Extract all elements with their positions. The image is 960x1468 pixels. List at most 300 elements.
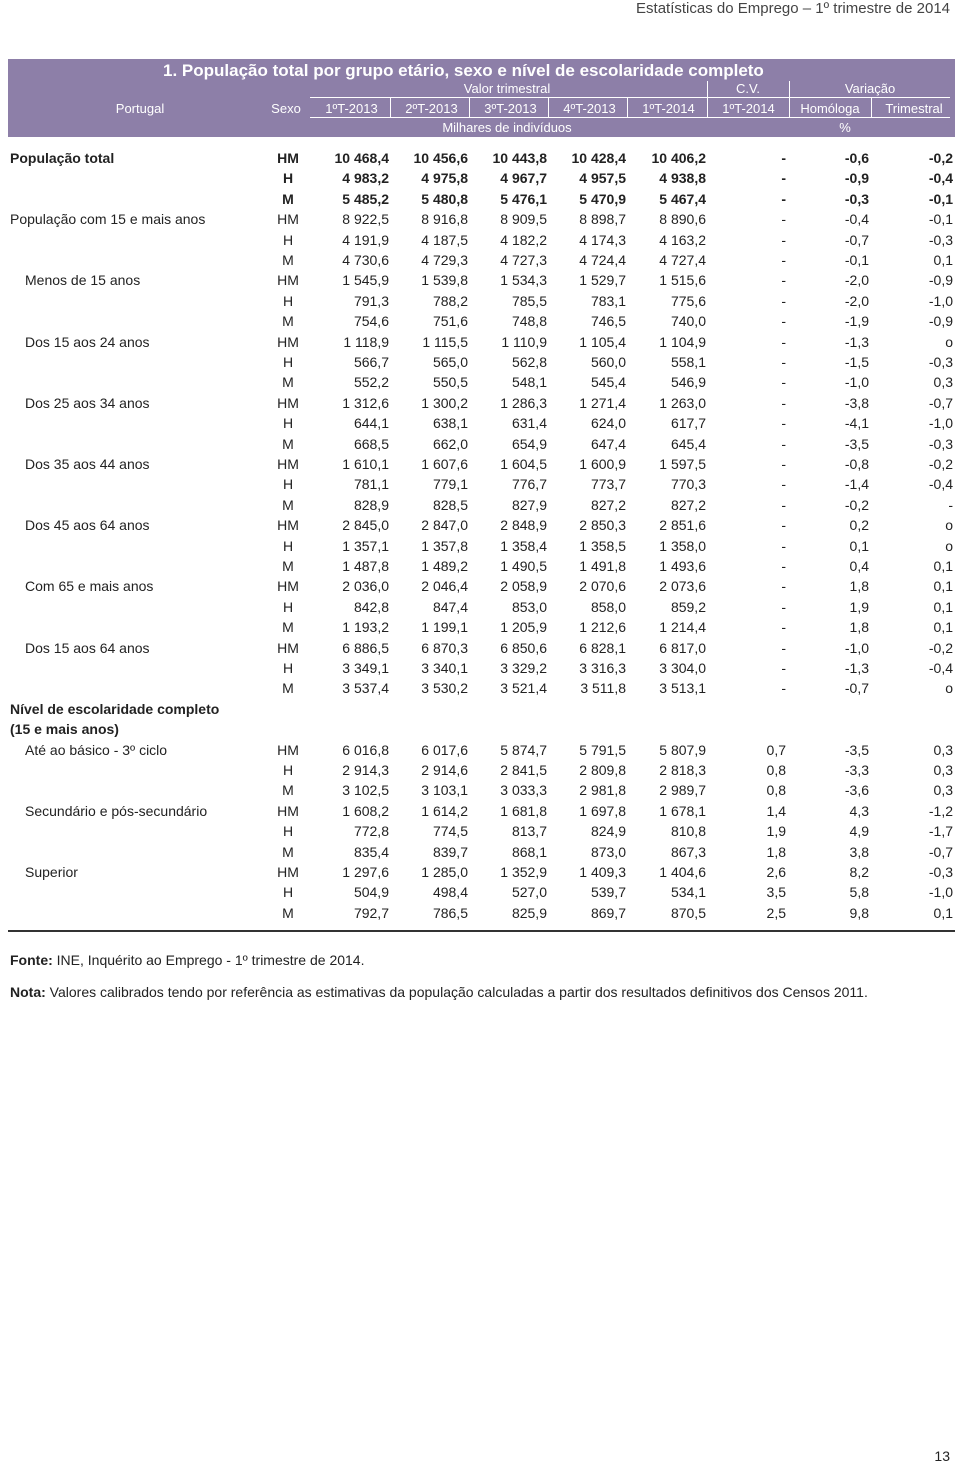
value-cell: 2 989,7 bbox=[659, 782, 706, 799]
value-cell: 5 485,2 bbox=[342, 190, 389, 207]
cv-cell: - bbox=[781, 292, 786, 309]
value-cell: 779,1 bbox=[432, 476, 468, 493]
cv-cell: - bbox=[781, 313, 786, 330]
value-cell: 1 357,1 bbox=[342, 537, 389, 554]
cv-cell: 2,5 bbox=[766, 904, 786, 921]
table-row bbox=[0, 556, 960, 576]
sex-cell: H bbox=[282, 476, 294, 493]
cv-cell: 1,8 bbox=[766, 843, 786, 860]
value-cell: 3 329,2 bbox=[500, 660, 547, 676]
row-label: Menos de 15 anos bbox=[25, 272, 141, 289]
homologa-cell: -1,9 bbox=[844, 313, 869, 330]
value-cell: 4 182,2 bbox=[500, 231, 547, 248]
cv-cell: - bbox=[781, 496, 786, 513]
value-cell: 6 016,8 bbox=[342, 741, 389, 758]
sex-cell: HM bbox=[277, 333, 299, 350]
trimestral-cell: 0,3 bbox=[933, 762, 953, 778]
value-cell: 873,0 bbox=[590, 843, 626, 860]
value-cell: 3 103,1 bbox=[421, 782, 468, 799]
value-cell: 5 791,5 bbox=[579, 741, 626, 758]
table-row bbox=[0, 291, 960, 311]
value-cell: 1 193,2 bbox=[342, 619, 389, 636]
value-cell: 869,7 bbox=[590, 904, 626, 921]
trimestral-cell: o bbox=[945, 517, 953, 534]
trimestral-cell: 0,3 bbox=[933, 741, 953, 758]
value-cell: 3 537,4 bbox=[342, 680, 389, 697]
trimestral-cell: -1,2 bbox=[928, 802, 953, 819]
trimestral-cell: -0,3 bbox=[928, 864, 953, 880]
value-cell: 546,9 bbox=[670, 374, 706, 391]
header-sexo: Sexo bbox=[271, 101, 301, 116]
cv-cell: - bbox=[781, 537, 786, 554]
value-cell: 10 456,6 bbox=[413, 150, 468, 166]
cv-cell: - bbox=[781, 354, 786, 370]
trimestral-cell: -0,9 bbox=[928, 313, 953, 330]
footnote-text: Valores calibrados tendo por referência as estimativas da população calculadas a partir dos resultados definitivos dos Censos 2011. bbox=[45, 984, 868, 1000]
value-cell: 5 476,1 bbox=[500, 190, 547, 207]
value-cell: 1 597,5 bbox=[659, 456, 706, 472]
value-cell: 746,5 bbox=[590, 313, 626, 330]
value-cell: 810,8 bbox=[670, 823, 706, 840]
value-cell: 3 349,1 bbox=[342, 660, 389, 676]
value-cell: 867,3 bbox=[670, 843, 706, 860]
header-divider bbox=[548, 97, 549, 117]
homologa-cell: -0,6 bbox=[844, 150, 869, 166]
homologa-cell: -3,5 bbox=[844, 435, 869, 452]
header-divider bbox=[469, 97, 470, 117]
homologa-cell: 9,8 bbox=[849, 904, 869, 921]
value-cell: 4 729,3 bbox=[421, 252, 468, 268]
table-row bbox=[0, 862, 960, 882]
trimestral-cell: -0,3 bbox=[928, 231, 953, 248]
homologa-cell: -0,9 bbox=[844, 170, 869, 187]
header-cv: C.V. bbox=[735, 81, 761, 96]
value-cell: 6 850,6 bbox=[500, 639, 547, 656]
value-cell: 2 845,0 bbox=[342, 517, 389, 534]
value-cell: 775,6 bbox=[670, 292, 706, 309]
value-cell: 1 493,6 bbox=[659, 558, 706, 574]
value-cell: 1 212,6 bbox=[579, 619, 626, 636]
homologa-cell: -3,6 bbox=[844, 782, 869, 799]
table-row bbox=[0, 250, 960, 270]
value-cell: 770,3 bbox=[670, 476, 706, 493]
cv-cell: - bbox=[781, 517, 786, 534]
value-cell: 644,1 bbox=[353, 415, 389, 432]
cv-cell: - bbox=[781, 394, 786, 411]
value-cell: 1 678,1 bbox=[659, 802, 706, 819]
homologa-cell: 0,2 bbox=[849, 517, 869, 534]
trimestral-cell: 0,1 bbox=[933, 904, 953, 921]
sex-cell: HM bbox=[277, 578, 299, 595]
value-cell: 1 105,4 bbox=[579, 333, 626, 350]
sex-cell: H bbox=[282, 354, 294, 370]
sex-cell: M bbox=[282, 558, 294, 574]
value-cell: 668,5 bbox=[353, 435, 389, 452]
value-cell: 1 286,3 bbox=[500, 394, 547, 411]
section-sublabel: (15 e mais anos) bbox=[10, 721, 119, 738]
value-cell: 6 828,1 bbox=[579, 639, 626, 656]
table-row bbox=[0, 821, 960, 841]
sex-cell: H bbox=[282, 660, 294, 676]
value-cell: 1 199,1 bbox=[421, 619, 468, 636]
value-cell: 565,0 bbox=[432, 354, 468, 370]
sex-cell: H bbox=[282, 762, 294, 778]
homologa-cell: 1,8 bbox=[849, 619, 869, 636]
trimestral-cell: -0,3 bbox=[928, 354, 953, 370]
cv-cell: - bbox=[781, 476, 786, 493]
footnote bbox=[10, 984, 868, 1000]
value-cell: 1 545,9 bbox=[342, 272, 389, 289]
value-cell: 1 529,7 bbox=[579, 272, 626, 289]
homologa-cell: -1,0 bbox=[844, 639, 869, 656]
cv-cell: - bbox=[781, 252, 786, 268]
homologa-cell: -3,3 bbox=[844, 762, 869, 778]
value-cell: 4 730,6 bbox=[342, 252, 389, 268]
value-cell: 1 110,9 bbox=[501, 333, 547, 350]
value-cell: 1 404,6 bbox=[659, 864, 706, 880]
value-cell: 1 515,6 bbox=[659, 272, 706, 289]
value-cell: 1 352,9 bbox=[500, 864, 547, 880]
value-cell: 2 046,4 bbox=[421, 578, 468, 595]
value-cell: 1 491,8 bbox=[579, 558, 626, 574]
value-cell: 5 874,7 bbox=[500, 741, 547, 758]
sex-cell: M bbox=[282, 435, 294, 452]
value-cell: 785,5 bbox=[511, 292, 547, 309]
value-cell: 1 271,4 bbox=[579, 394, 626, 411]
value-cell: 1 608,2 bbox=[342, 802, 389, 819]
table-row bbox=[0, 903, 960, 923]
sex-cell: M bbox=[282, 904, 294, 921]
value-cell: 5 807,9 bbox=[659, 741, 706, 758]
header-divider bbox=[789, 81, 790, 117]
value-cell: 827,2 bbox=[670, 496, 706, 513]
value-cell: 4 975,8 bbox=[421, 170, 468, 187]
value-cell: 5 480,8 bbox=[421, 190, 468, 207]
trimestral-cell: - bbox=[948, 496, 953, 513]
value-cell: 754,6 bbox=[353, 313, 389, 330]
table-row bbox=[0, 209, 960, 229]
table-title: 1. População total por grupo etário, sexo e nível de escolaridade completo bbox=[163, 61, 764, 80]
homologa-cell: -0,2 bbox=[844, 496, 869, 513]
value-cell: 3 513,1 bbox=[659, 680, 706, 697]
row-label: Até ao básico - 3º ciclo bbox=[25, 741, 168, 758]
value-cell: 870,5 bbox=[670, 904, 706, 921]
value-cell: 6 870,3 bbox=[421, 639, 468, 656]
sex-cell: H bbox=[282, 598, 294, 615]
header-trimestral: Trimestral bbox=[885, 101, 943, 116]
value-cell: 4 163,2 bbox=[659, 231, 706, 248]
row-label: Secundário e pós-secundário bbox=[25, 802, 208, 819]
trimestral-cell: 0,3 bbox=[933, 374, 953, 391]
table-row bbox=[0, 434, 960, 454]
value-cell: 788,2 bbox=[432, 292, 468, 309]
value-cell: 8 909,5 bbox=[500, 211, 547, 228]
header-period-5: 1ºT-2014 bbox=[642, 101, 695, 116]
value-cell: 617,7 bbox=[670, 415, 706, 432]
homologa-cell: -0,7 bbox=[844, 231, 869, 248]
trimestral-cell: -0,4 bbox=[928, 476, 953, 493]
value-cell: 827,2 bbox=[590, 496, 626, 513]
value-cell: 827,9 bbox=[511, 496, 547, 513]
value-cell: 773,7 bbox=[590, 476, 626, 493]
sex-cell: HM bbox=[277, 456, 299, 472]
trimestral-cell: 0,1 bbox=[933, 578, 953, 595]
value-cell: 2 914,3 bbox=[342, 762, 389, 778]
cv-cell: 0,8 bbox=[766, 782, 786, 799]
homologa-cell: -4,1 bbox=[844, 415, 869, 432]
value-cell: 3 033,3 bbox=[500, 782, 547, 799]
value-cell: 2 848,9 bbox=[500, 517, 547, 534]
trimestral-cell: 0,1 bbox=[933, 252, 953, 268]
homologa-cell: 4,3 bbox=[849, 802, 869, 819]
value-cell: 562,8 bbox=[511, 354, 547, 370]
homologa-cell: 8,2 bbox=[849, 864, 869, 880]
table-row bbox=[0, 270, 960, 290]
cv-cell: - bbox=[781, 680, 786, 697]
table-row bbox=[0, 801, 960, 821]
table-bottom-rule bbox=[8, 930, 955, 932]
homologa-cell: -0,3 bbox=[844, 190, 869, 207]
value-cell: 740,0 bbox=[670, 313, 706, 330]
sex-cell: H bbox=[282, 823, 294, 840]
value-cell: 3 521,4 bbox=[500, 680, 547, 697]
value-cell: 1 409,3 bbox=[579, 864, 626, 880]
row-label: População total bbox=[10, 150, 115, 166]
value-cell: 545,4 bbox=[590, 374, 626, 391]
value-cell: 2 070,6 bbox=[579, 578, 626, 595]
homologa-cell: 1,8 bbox=[849, 578, 869, 595]
cv-cell: - bbox=[781, 415, 786, 432]
table-row bbox=[0, 597, 960, 617]
cv-cell: 1,4 bbox=[766, 802, 786, 819]
value-cell: 4 187,5 bbox=[421, 231, 468, 248]
value-cell: 4 727,4 bbox=[659, 252, 706, 268]
value-cell: 791,3 bbox=[353, 292, 389, 309]
header-homologa: Homóloga bbox=[800, 101, 860, 116]
value-cell: 5 467,4 bbox=[659, 190, 706, 207]
value-cell: 6 017,6 bbox=[421, 741, 468, 758]
value-cell: 645,4 bbox=[670, 435, 706, 452]
value-cell: 3 102,5 bbox=[342, 782, 389, 799]
homologa-cell: -1,3 bbox=[844, 660, 869, 676]
cv-cell: - bbox=[781, 150, 786, 166]
cv-cell: - bbox=[781, 456, 786, 472]
value-cell: 647,4 bbox=[590, 435, 626, 452]
cv-cell: 0,8 bbox=[766, 762, 786, 778]
cv-cell: - bbox=[781, 598, 786, 615]
value-cell: 8 916,8 bbox=[421, 211, 468, 228]
cv-cell: - bbox=[781, 435, 786, 452]
trimestral-cell: 0,1 bbox=[933, 619, 953, 636]
cv-cell: 2,6 bbox=[766, 864, 786, 880]
value-cell: 4 983,2 bbox=[342, 170, 389, 187]
trimestral-cell: 0,1 bbox=[933, 598, 953, 615]
cv-cell: - bbox=[781, 619, 786, 636]
header-variacao: Variação bbox=[844, 81, 896, 96]
section-label: Nível de escolaridade completo bbox=[10, 700, 220, 717]
value-cell: 1 297,6 bbox=[342, 864, 389, 880]
sex-cell: HM bbox=[277, 272, 299, 289]
sex-cell: HM bbox=[277, 639, 299, 656]
source-note bbox=[10, 952, 364, 968]
value-cell: 1 489,2 bbox=[421, 558, 468, 574]
trimestral-cell: -0,2 bbox=[928, 456, 953, 472]
homologa-cell: -0,7 bbox=[844, 680, 869, 697]
cv-cell: - bbox=[781, 558, 786, 574]
value-cell: 2 058,9 bbox=[500, 578, 547, 595]
homologa-cell: -1,4 bbox=[844, 476, 869, 493]
homologa-cell: 4,9 bbox=[849, 823, 869, 840]
trimestral-cell: 0,1 bbox=[933, 558, 953, 574]
sex-cell: M bbox=[282, 619, 294, 636]
trimestral-cell: o bbox=[945, 537, 953, 554]
table-row bbox=[0, 332, 960, 352]
value-cell: 842,8 bbox=[353, 598, 389, 615]
sex-cell: H bbox=[282, 292, 294, 309]
table-row bbox=[0, 372, 960, 392]
sex-cell: H bbox=[282, 884, 294, 901]
table-row bbox=[0, 148, 960, 168]
header-divider bbox=[627, 97, 628, 117]
value-cell: 4 191,9 bbox=[342, 231, 389, 248]
trimestral-cell: -0,9 bbox=[928, 272, 953, 289]
row-label: Dos 35 aos 44 anos bbox=[25, 456, 150, 472]
homologa-cell: -0,4 bbox=[844, 211, 869, 228]
value-cell: 550,5 bbox=[432, 374, 468, 391]
value-cell: 8 922,5 bbox=[342, 211, 389, 228]
sex-cell: M bbox=[282, 496, 294, 513]
trimestral-cell: -1,7 bbox=[928, 823, 953, 840]
value-cell: 2 036,0 bbox=[342, 578, 389, 595]
sex-cell: M bbox=[282, 843, 294, 860]
trimestral-cell: 0,3 bbox=[933, 782, 953, 799]
table-row bbox=[0, 168, 960, 188]
value-cell: 839,7 bbox=[432, 843, 468, 860]
value-cell: 560,0 bbox=[590, 354, 626, 370]
value-cell: 4 727,3 bbox=[500, 252, 547, 268]
value-cell: 3 304,0 bbox=[659, 660, 706, 676]
sex-cell: HM bbox=[277, 517, 299, 534]
header-portugal: Portugal bbox=[115, 101, 165, 116]
sex-cell: M bbox=[282, 680, 294, 697]
value-cell: 1 681,8 bbox=[500, 802, 547, 819]
value-cell: 624,0 bbox=[590, 415, 626, 432]
homologa-cell: -2,0 bbox=[844, 272, 869, 289]
value-cell: 1 600,9 bbox=[579, 456, 626, 472]
trimestral-cell: -0,3 bbox=[928, 435, 953, 452]
value-cell: 847,4 bbox=[432, 598, 468, 615]
value-cell: 1 104,9 bbox=[659, 333, 706, 350]
table-row bbox=[0, 576, 960, 596]
row-label: Dos 15 aos 64 anos bbox=[25, 639, 150, 656]
value-cell: 534,1 bbox=[670, 884, 706, 901]
table-row bbox=[0, 617, 960, 637]
sex-cell: M bbox=[282, 374, 294, 391]
value-cell: 4 957,5 bbox=[579, 170, 626, 187]
cv-cell: - bbox=[781, 231, 786, 248]
row-label: Superior bbox=[25, 864, 78, 880]
header-rule-top bbox=[310, 97, 950, 98]
trimestral-cell: o bbox=[945, 680, 953, 697]
table-row bbox=[0, 495, 960, 515]
value-cell: 10 428,4 bbox=[571, 150, 626, 166]
cv-cell: - bbox=[781, 333, 786, 350]
value-cell: 1 118,9 bbox=[343, 333, 389, 350]
value-cell: 783,1 bbox=[590, 292, 626, 309]
cv-cell: - bbox=[781, 374, 786, 391]
homologa-cell: -1,5 bbox=[844, 354, 869, 370]
value-cell: 6 886,5 bbox=[342, 639, 389, 656]
table-row bbox=[0, 678, 960, 698]
homologa-cell: -0,1 bbox=[844, 252, 869, 268]
value-cell: 4 724,4 bbox=[579, 252, 626, 268]
value-cell: 8 890,6 bbox=[659, 211, 706, 228]
header-period-2: 2ºT-2013 bbox=[405, 101, 458, 116]
cv-cell: 0,7 bbox=[766, 741, 786, 758]
row-label: Dos 15 aos 24 anos bbox=[25, 333, 150, 350]
cv-cell: - bbox=[781, 170, 786, 187]
value-cell: 2 818,3 bbox=[659, 762, 706, 778]
sex-cell: M bbox=[282, 782, 294, 799]
value-cell: 4 967,7 bbox=[500, 170, 547, 187]
source-label: Fonte: bbox=[10, 952, 53, 968]
homologa-cell: -1,3 bbox=[844, 333, 869, 350]
table-row bbox=[0, 780, 960, 800]
source-text: INE, Inquérito ao Emprego - 1º trimestre de 2014. bbox=[52, 952, 365, 968]
sex-cell: HM bbox=[277, 802, 299, 819]
trimestral-cell: o bbox=[945, 333, 953, 350]
table-row bbox=[0, 638, 960, 658]
value-cell: 2 073,6 bbox=[659, 578, 706, 595]
value-cell: 1 358,5 bbox=[579, 537, 626, 554]
value-cell: 772,8 bbox=[353, 823, 389, 840]
value-cell: 2 850,3 bbox=[579, 517, 626, 534]
value-cell: 1 358,4 bbox=[500, 537, 547, 554]
value-cell: 1 487,8 bbox=[342, 558, 389, 574]
value-cell: 868,1 bbox=[511, 843, 547, 860]
value-cell: 1 610,1 bbox=[342, 456, 389, 472]
value-cell: 813,7 bbox=[511, 823, 547, 840]
sex-cell: HM bbox=[277, 394, 299, 411]
value-cell: 1 614,2 bbox=[421, 802, 468, 819]
value-cell: 1 214,4 bbox=[659, 619, 706, 636]
cv-cell: 1,9 bbox=[766, 823, 786, 840]
value-cell: 10 406,2 bbox=[651, 150, 706, 166]
homologa-cell: 0,1 bbox=[849, 537, 869, 554]
cv-cell: - bbox=[781, 190, 786, 207]
value-cell: 781,1 bbox=[353, 476, 389, 493]
homologa-cell: 1,9 bbox=[849, 598, 869, 615]
value-cell: 1 539,8 bbox=[421, 272, 468, 289]
homologa-cell: 5,8 bbox=[849, 884, 869, 901]
value-cell: 1 300,2 bbox=[421, 394, 468, 411]
header-rule-bottom bbox=[310, 117, 950, 118]
value-cell: 654,9 bbox=[511, 435, 547, 452]
trimestral-cell: -1,0 bbox=[928, 415, 953, 432]
header-divider bbox=[390, 97, 391, 117]
value-cell: 1 357,8 bbox=[421, 537, 468, 554]
homologa-cell: 0,4 bbox=[849, 558, 869, 574]
value-cell: 631,4 bbox=[511, 415, 547, 432]
table-row bbox=[0, 882, 960, 902]
value-cell: 566,7 bbox=[353, 354, 389, 370]
value-cell: 5 470,9 bbox=[579, 190, 626, 207]
value-cell: 1 205,9 bbox=[500, 619, 547, 636]
value-cell: 3 530,2 bbox=[421, 680, 468, 697]
header-period-3: 3ºT-2013 bbox=[484, 101, 537, 116]
trimestral-cell: -0,2 bbox=[928, 150, 953, 166]
header-percent: % bbox=[839, 120, 851, 135]
